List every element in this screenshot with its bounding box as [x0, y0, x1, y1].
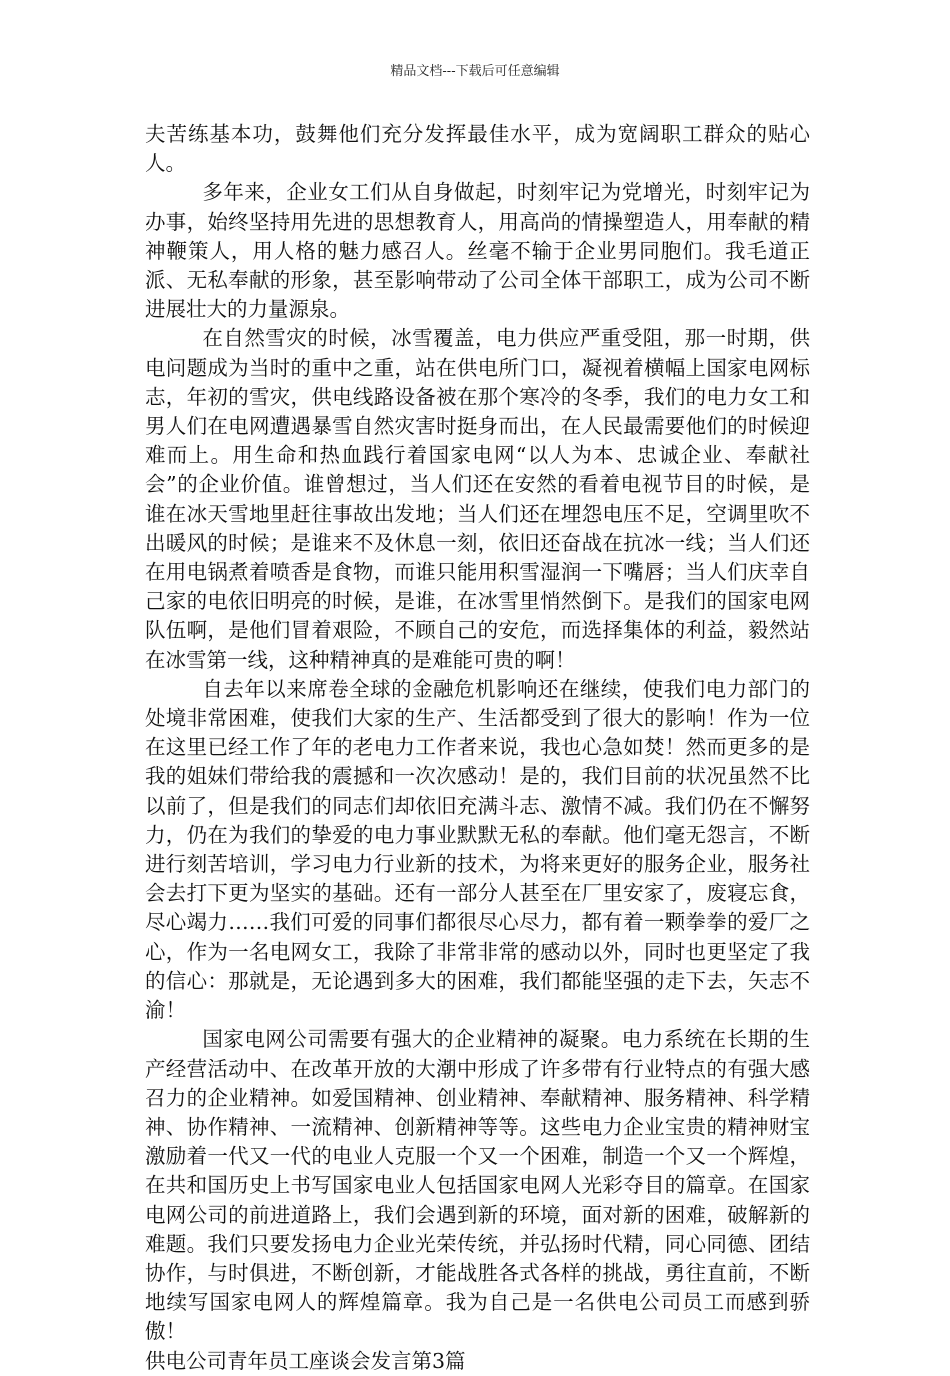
- document-body: [145, 120, 810, 1376]
- paragraph-enterprise-spirit: 国家电网公司需要有强大的企业精神的凝聚。电力系统在长期的生产经营活动中、在改革开放的大潮中形成了许多带有行业特点的有强大感召力的企业精神。如爱国精神、创业精神、奉献精神、服务精神、科学精神、协作精神、一流精神、创新精神等等。这些电力企业宝贵的精神财宝激励着一代又一代的电业人克服一个又一个困难，制造一个又一个辉煌，在共和国历史上书写国家电业人包括国家电网人光彩夺目的篇章。在国家电网公司的前进道路上，我们会遇到新的环境，面对新的困难，破解新的难题。我们只要发扬电力企业光荣传统，并弘扬时代精，同心同德、团结协作，与时俱进，不断创新，才能战胜各式各样的挑战，勇往直前，不断地续写国家电网人的辉煌篇章。我为自己是一名供电公司员工而感到骄傲！: [145, 1027, 810, 1344]
- paragraph-women-workers: 多年来，企业女工们从自身做起，时刻牢记为党增光，时刻牢记为办事，始终坚持用先进的思想教育人，用高尚的情操塑造人，用奉献的精神鞭策人，用人格的魅力感召人。丝毫不输于企业男同胞们。我毛道正派、无私奉献的形象，甚至影响带动了公司全体干部职工，成为公司不断进展壮大的力量源泉。: [145, 180, 810, 322]
- paragraph-snow-disaster: 在自然雪灾的时候，冰雪覆盖，电力供应严重受阻，那一时期，供电问题成为当时的重中之重，站在供电所门口，凝视着横幅上国家电网标志，年初的雪灾，供电线路设备被在那个寒冷的冬季，我们的电力女工和男人们在电网遭遇暴雪自然灾害时挺身而出，在人民最需要他们的时候迎难而上。用生命和热血践行着国家电网“以人为本、忠诚企业、奉献社会”的企业价值。谁曾想过，当人们还在安然的看着电视节目的时候，是谁在冰天雪地里赶往事故出发地；当人们还在埋怨电压不足，空调里吹不出暖风的时候；是谁来不及休息一刻，依旧还奋战在抗冰一线；当人们还在用电锅煮着喷香是食物，而谁只能用积雪湿润一下嘴唇；当人们庆幸自己家的电依旧明亮的时候，是谁，在冰雪里悄然倒下。是我们的国家电网队伍啊，是他们冒着艰险，不顾自己的安危，而选择集体的利益，毅然站在冰雪第一线，这种精神真的是难能可贵的啊！: [145, 326, 810, 672]
- paragraph-financial-crisis: 自去年以来席卷全球的金融危机影响还在继续，使我们电力部门的处境非常困难，使我们大家的生产、生活都受到了很大的影响！作为一位在这里已经工作了年的老电力工作者来说，我也心急如焚！然而更多的是我的姐妹们带给我的震撼和一次次感动！是的，我们目前的状况虽然不比以前了，但是我们的同志们却依旧充满斗志、激情不减。我们仍在不懈努力，仍在为我们的挚爱的电力事业默默无私的奉献。他们毫无怨言，不断进行刻苦培训，学习电力行业新的技术，为将来更好的服务企业，服务社会去打下更为坚实的基础。还有一部分人甚至在厂里安家了，废寝忘食，尽心竭力……我们可爱的同事们都很尽心尽力，都有着一颗拳拳的爱厂之心，作为一名电网女工，我除了非常非常的感动以外，同时也更坚定了我的信心：那就是，无论遇到多大的困难，我们都能坚强的走下去，矢志不渝！: [145, 676, 810, 1023]
- page-header: 精品文档---下载后可任意编辑: [390, 64, 560, 79]
- section-title: 供电公司青年员工座谈会发言第3篇: [145, 1348, 466, 1373]
- paragraph-continuation: 夫苦练基本功，鼓舞他们充分发挥最佳水平，成为宽阔职工群众的贴心人。: [145, 122, 810, 176]
